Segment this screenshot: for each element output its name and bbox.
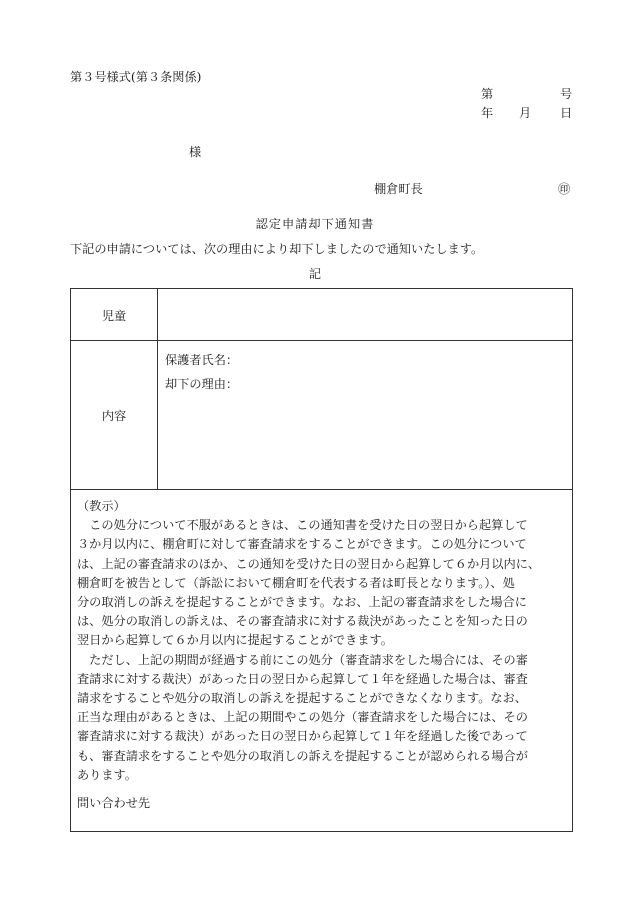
notice-heading: （教示）: [77, 499, 126, 513]
seal-mark: ㊞: [558, 182, 571, 196]
document-title: 認定申請却下通知書: [255, 217, 375, 231]
date-month: 月: [519, 106, 532, 120]
doc-number-suffix: 号: [560, 87, 573, 101]
row-divider-2: [71, 489, 572, 490]
notice-line: あります。: [77, 768, 137, 782]
notice-line: 棚倉町を被告として（訴訟において棚倉町を代表する者は町長となります。）、処: [77, 576, 515, 590]
notice-line: 請求をすることや処分の取消しの訴えを提起することができなくなります。なお、: [77, 691, 527, 705]
ki-label: 記: [308, 267, 322, 281]
notice-line: は、上記の審査請求のほか、この通知を受けた日の翌日から起算して６か月以内に、: [77, 557, 541, 571]
doc-number-prefix: 第: [481, 87, 494, 101]
row-divider-1: [71, 340, 572, 341]
notice-line: 翌日から起算して６か月以内に提起することができます。: [77, 633, 393, 647]
date-year: 年: [481, 106, 494, 120]
addressee-suffix: 様: [189, 145, 202, 159]
form-number: 第３号様式(第３条関係): [70, 70, 202, 84]
content-label: 内容: [101, 409, 127, 423]
rejection-reason-field: 却下の理由：: [165, 377, 239, 391]
notice-line: も、審査請求をすることや処分の取消しの訴えを提起することが認められる場合が: [77, 749, 528, 763]
notice-line: 審査請求に対する裁決）があった日の翌日から起算して１年を経過した後であって: [77, 729, 528, 743]
notice-line: 正当な理由があるときは、上記の期間やこの処分（審査請求をした場合には、その: [77, 710, 528, 724]
issuer-name: 棚倉町長: [374, 182, 423, 196]
date-day: 日: [560, 106, 573, 120]
contact-label: 問い合わせ先: [77, 796, 151, 810]
notice-line: 査請求に対する裁決）があった日の翌日から起算して１年を経過した場合は、審査: [77, 672, 528, 686]
notice-line: 分の取消しの訴えを提起することができます。なお、上記の審査請求をした場合に: [77, 595, 527, 609]
application-table: [70, 288, 573, 832]
notice-line: ３か月以内に、棚倉町に対して審査請求をすることができます。この処分について: [77, 537, 527, 551]
child-label: 児童: [101, 309, 127, 323]
notice-line: は、処分の取消しの訴えは、その審査請求に対する裁決があったことを知った日の: [77, 614, 528, 628]
notice-line: この処分について不服があるときは、この通知書を受けた日の翌日から起算して: [77, 518, 528, 532]
column-divider: [157, 289, 158, 489]
intro-text: 下記の申請については、次の理由により却下しましたので通知いたします。: [70, 242, 484, 256]
guardian-name-field: 保護者氏名：: [165, 353, 239, 367]
notice-line: ただし、上記の期間が経過する前にこの処分（審査請求をした場合には、その審: [77, 653, 528, 667]
